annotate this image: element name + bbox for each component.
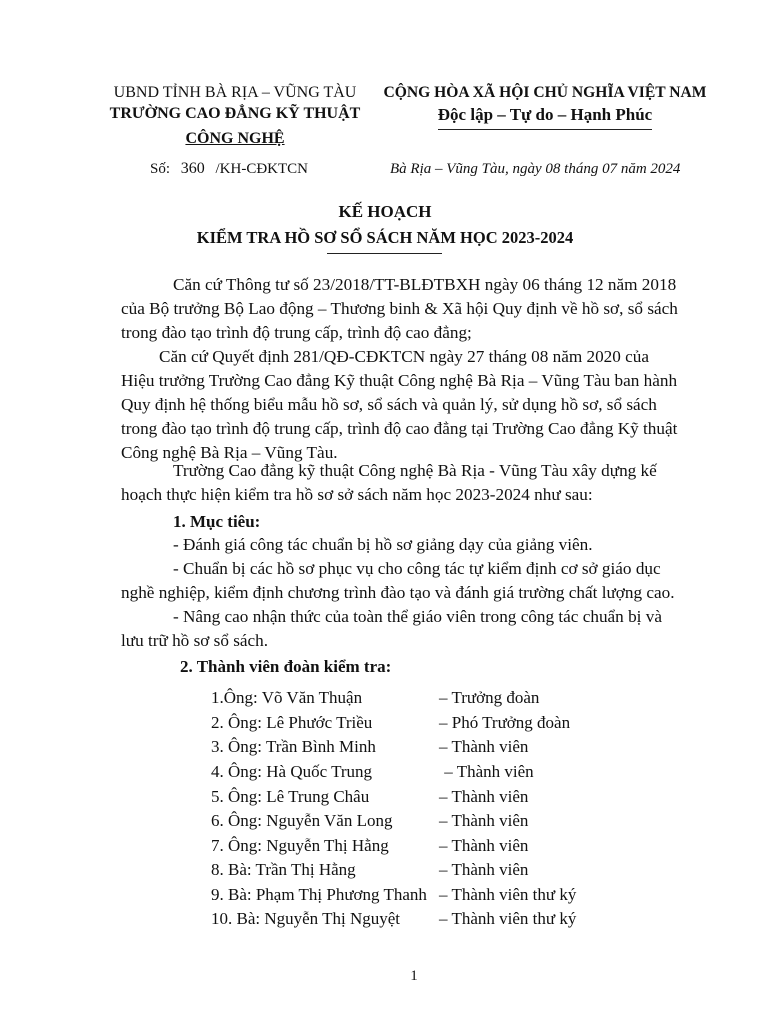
objective-item-continued: lưu trữ hồ sơ sổ sách. [121,631,269,650]
number-value: 360 [180,160,205,177]
member-name: 3. Ông: Trần Bình Minh [211,737,376,756]
member-role: – Thành viên [439,836,529,855]
paragraph-line: Trường Cao đẳng kỹ thuật Công nghệ Bà Rịa - Vũng Tàu xây dựng kế [173,461,657,480]
objective-item: - Đánh giá công tác chuẩn bị hồ sơ giảng dạy của giảng viên. [173,535,593,554]
republic-title: CỘNG HÒA XÃ HỘI CHỦ NGHĨA VIỆT NAM [383,84,707,101]
national-motto: Độc lập – Tự do – Hạnh Phúc [437,105,653,124]
school-name-line2: CÔNG NGHỆ [185,130,285,147]
plan-intro-paragraph [121,459,696,507]
member-name: 10. Bà: Nguyễn Thị Nguyệt [211,909,401,928]
paragraph-line: Hiệu trưởng Trường Cao đẳng Kỹ thuật Công nghệ Bà Rịa – Vũng Tàu ban hành [121,371,678,390]
document-number [150,160,308,178]
objective-item: - Nâng cao nhận thức của toàn thể giáo viên trong công tác chuẩn bị và [173,607,662,626]
paragraph-line: trong đào tạo trình độ trung cấp, trình độ cao đẳng; [121,323,472,342]
legal-basis-paragraph-1 [121,273,696,345]
motto-underline [438,129,652,130]
section-objectives-heading: 1. Mục tiêu: [173,512,261,531]
member-role: – Thành viên [439,860,529,879]
objective-item: - Chuẩn bị các hồ sơ phục vụ cho công tác tự kiểm định cơ sở giáo dục [173,559,661,578]
issue-date: Bà Rịa – Vũng Tàu, ngày 08 tháng 07 năm 2024 [390,161,681,177]
paragraph-line: Quy định hệ thống biểu mẫu hồ sơ, sổ sách và quản lý, sử dụng hồ sơ, sổ sách [121,395,657,414]
doc-type-title: KẾ HOẠCH [338,202,432,221]
page-number: 1 [410,968,418,984]
member-name: 8. Bà: Trần Thị Hằng [211,860,356,879]
member-role: – Thành viên [439,737,529,756]
number-prefix: Số: [150,161,171,177]
school-name-line1: TRƯỜNG CAO ĐẲNG KỸ THUẬT [109,105,361,122]
member-name: 5. Ông: Lê Trung Châu [211,787,370,806]
paragraph-line: trong đào tạo trình độ trung cấp, trình độ cao đẳng tại Trường Cao đẳng Kỹ thuật [121,419,678,438]
number-suffix: /KH-CĐKTCN [215,161,309,177]
member-role: – Thành viên thư ký [439,909,577,928]
paragraph-line: Căn cứ Thông tư số 23/2018/TT-BLĐTBXH ngày 06 tháng 12 năm 2018 [173,275,677,294]
member-role: – Phó Trưởng đoàn [439,713,571,732]
member-role: – Thành viên thư ký [439,885,577,904]
member-name: 2. Ông: Lê Phước Triều [211,713,373,732]
paragraph-line: Căn cứ Quyết định 281/QĐ-CĐKTCN ngày 27 tháng 08 năm 2020 của [159,347,650,366]
member-role: – Thành viên [439,811,529,830]
agency-name: UBND TỈNH BÀ RỊA – VŨNG TÀU [113,84,357,101]
member-role: – Thành viên [440,762,534,781]
member-role: – Thành viên [439,787,529,806]
paragraph-line: của Bộ trưởng Bộ Lao động – Thương binh & Xã hội Quy định về hồ sơ, sổ sách [121,299,678,318]
paragraph-line: hoạch thực hiện kiểm tra hồ sơ sở sách năm học 2023-2024 như sau: [121,485,593,504]
member-name: 4. Ông: Hà Quốc Trung [211,762,373,781]
paragraph-line: Công nghệ Bà Rịa – Vũng Tàu. [121,443,338,462]
member-name: 1.Ông: Võ Văn Thuận [211,688,363,707]
title-underline [327,253,442,254]
member-name: 6. Ông: Nguyễn Văn Long [211,811,393,830]
doc-subject-title: KIỂM TRA HỒ SƠ SỔ SÁCH NĂM HỌC 2023-2024 [196,228,574,247]
objectives-list [121,533,696,653]
legal-basis-paragraph-2 [121,345,696,465]
member-role: – Trưởng đoàn [439,688,540,707]
objective-item-continued: nghề nghiệp, kiểm định chương trình đào tạo và đánh giá trường chất lượng cao. [121,583,675,602]
section-members-heading: 2. Thành viên đoàn kiểm tra: [180,657,392,676]
member-name: 7. Ông: Nguyễn Thị Hằng [211,836,389,855]
member-name: 9. Bà: Phạm Thị Phương Thanh [211,885,427,904]
